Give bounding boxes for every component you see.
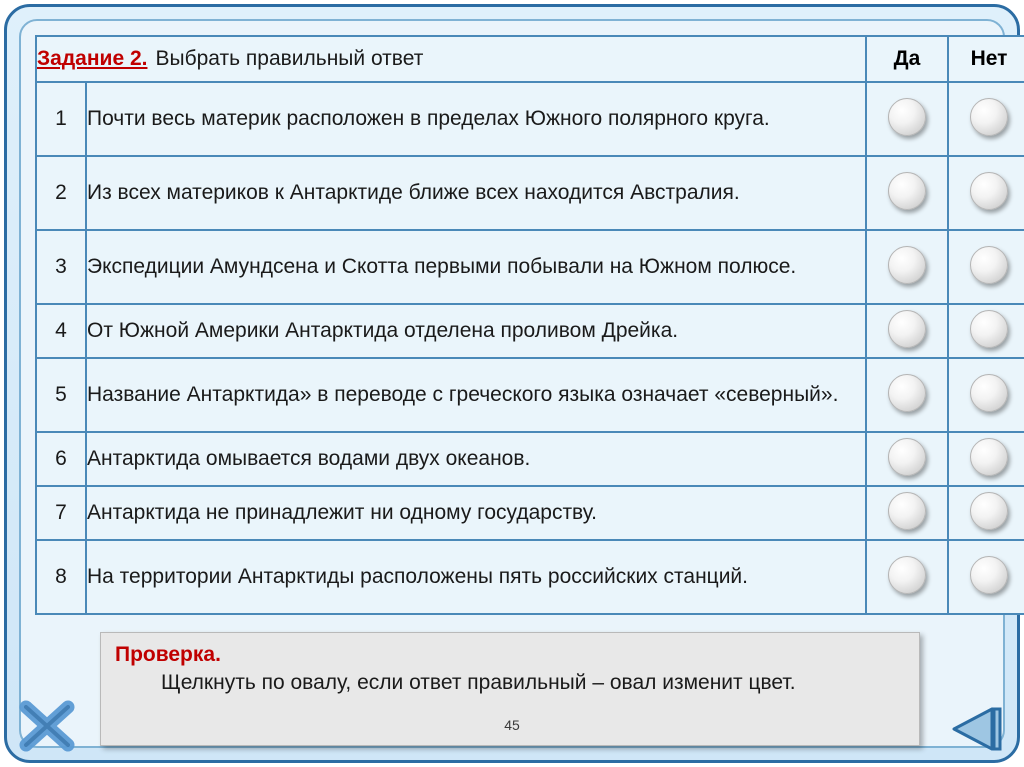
- question-text: Антарктида не принадлежит ни одному государству.: [86, 486, 866, 540]
- answer-oval-yes[interactable]: [888, 556, 926, 594]
- answer-no-cell[interactable]: [948, 82, 1024, 156]
- table-row: [36, 486, 1024, 540]
- row-number: 5: [36, 358, 86, 432]
- answer-no-cell[interactable]: [948, 540, 1024, 614]
- row-number: 3: [36, 230, 86, 304]
- table-row: [36, 82, 1024, 156]
- answer-oval-yes[interactable]: [888, 438, 926, 476]
- question-text: Почти весь материк расположен в пределах Южного полярного круга.: [86, 82, 866, 156]
- answer-oval-no[interactable]: [970, 374, 1008, 412]
- column-header-yes: Да: [866, 36, 948, 82]
- row-number: 6: [36, 432, 86, 486]
- page-number: 45: [504, 717, 520, 733]
- header-instruction-cell: [36, 36, 866, 82]
- answer-yes-cell[interactable]: [866, 432, 948, 486]
- instruction-text: Выбрать правильный ответ: [155, 47, 424, 70]
- answer-oval-no[interactable]: [970, 556, 1008, 594]
- note-body: Щелкнуть по овалу, если ответ правильный – овал изменит цвет.: [161, 671, 796, 694]
- answer-oval-no[interactable]: [970, 310, 1008, 348]
- column-header-no: Нет: [948, 36, 1024, 82]
- question-text: Из всех материков к Антарктиде ближе всех находится Австралия.: [86, 156, 866, 230]
- row-number: 8: [36, 540, 86, 614]
- table-row: [36, 304, 1024, 358]
- answer-yes-cell[interactable]: [866, 156, 948, 230]
- table-header-row: [36, 36, 1024, 82]
- answer-oval-yes[interactable]: [888, 98, 926, 136]
- question-text: От Южной Америки Антарктида отделена проливом Дрейка.: [86, 304, 866, 358]
- row-number: 2: [36, 156, 86, 230]
- table-row: [36, 358, 1024, 432]
- table-row: [36, 432, 1024, 486]
- question-text: Антарктида омывается водами двух океанов.: [86, 432, 866, 486]
- task-label: Задание 2.: [37, 47, 148, 70]
- answer-no-cell[interactable]: [948, 304, 1024, 358]
- answer-yes-cell[interactable]: [866, 304, 948, 358]
- row-number: 1: [36, 82, 86, 156]
- answer-no-cell[interactable]: [948, 230, 1024, 304]
- answer-no-cell[interactable]: [948, 486, 1024, 540]
- table-row: [36, 156, 1024, 230]
- quiz-table-wrapper: [35, 35, 1024, 615]
- row-number: 4: [36, 304, 86, 358]
- answer-no-cell[interactable]: [948, 156, 1024, 230]
- answer-oval-no[interactable]: [970, 438, 1008, 476]
- x-mark-icon[interactable]: [14, 695, 80, 757]
- quiz-table: [35, 35, 1024, 615]
- question-text: Экспедиции Амундсена и Скотта первыми побывали на Южном полюсе.: [86, 230, 866, 304]
- answer-no-cell[interactable]: [948, 432, 1024, 486]
- answer-oval-yes[interactable]: [888, 492, 926, 530]
- answer-no-cell[interactable]: [948, 358, 1024, 432]
- answer-oval-yes[interactable]: [888, 246, 926, 284]
- answer-yes-cell[interactable]: [866, 540, 948, 614]
- note-title: Проверка.: [115, 643, 221, 666]
- row-number: 7: [36, 486, 86, 540]
- answer-yes-cell[interactable]: [866, 82, 948, 156]
- question-text: На территории Антарктиды расположены пять российских станций.: [86, 540, 866, 614]
- answer-oval-no[interactable]: [970, 98, 1008, 136]
- answer-yes-cell[interactable]: [866, 358, 948, 432]
- answer-oval-no[interactable]: [970, 492, 1008, 530]
- answer-oval-yes[interactable]: [888, 310, 926, 348]
- answer-oval-yes[interactable]: [888, 374, 926, 412]
- back-triangle-icon[interactable]: [948, 705, 1006, 753]
- answer-oval-yes[interactable]: [888, 172, 926, 210]
- answer-yes-cell[interactable]: [866, 486, 948, 540]
- answer-oval-no[interactable]: [970, 172, 1008, 210]
- question-text: Название Антарктида» в переводе с греческого языка означает «северный».: [86, 358, 866, 432]
- table-row: [36, 230, 1024, 304]
- table-row: [36, 540, 1024, 614]
- answer-yes-cell[interactable]: [866, 230, 948, 304]
- answer-oval-no[interactable]: [970, 246, 1008, 284]
